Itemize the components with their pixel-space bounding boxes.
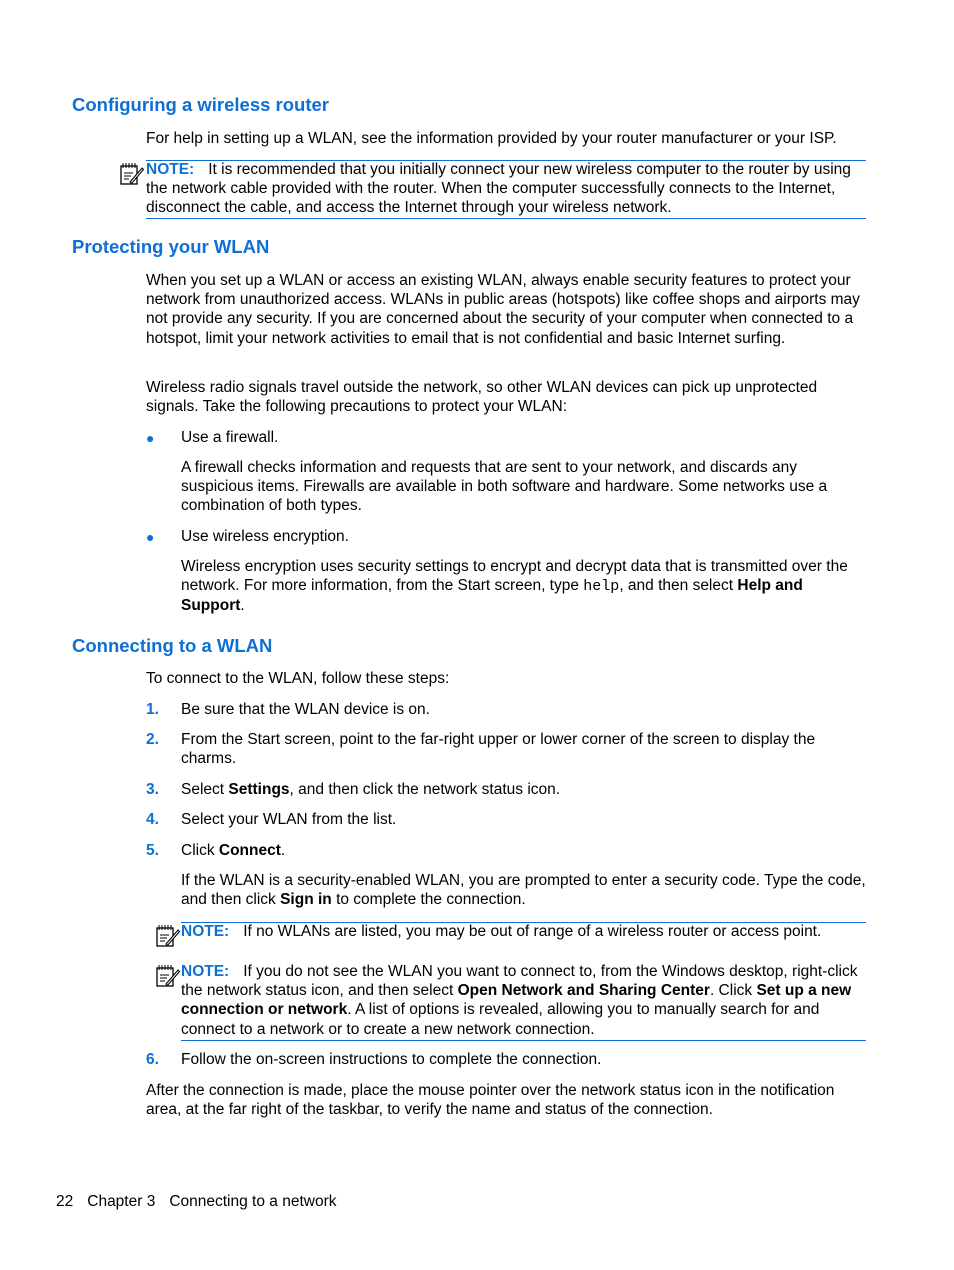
- protect-para-1: When you set up a WLAN or access an existing WLAN, always enable security features to protect your network from unauthorized access. WLANs in public areas (hotspots) like coffee shops and airports may not provide any security. If you are concerned about the security of your computer when connected to a hotspot, limit your network activities to email that is not confidential and basic Internet surfing.: [146, 272, 860, 347]
- page-number: 22: [56, 1193, 74, 1210]
- heading-configuring-router: Configuring a wireless router: [72, 94, 329, 115]
- heading-connecting-wlan: Connecting to a WLAN: [72, 635, 273, 656]
- router-intro: For help in setting up a WLAN, see the information provided by your router manufacturer or your ISP.: [146, 130, 837, 147]
- step-text: , and then click the network status icon.: [289, 781, 561, 798]
- step-4: Select your WLAN from the list.: [181, 811, 397, 828]
- bullet-encryption-detail: [181, 557, 870, 616]
- step-6: Follow the on-screen instructions to complete the connection.: [181, 1051, 602, 1068]
- bullet-firewall-detail: A firewall checks information and requests that are sent to your network, and discards any suspicious items. Firewalls are available in both software and hardware. Some networks use a combination of both types.: [181, 459, 828, 515]
- step-number: 5.: [146, 842, 159, 859]
- note-text-part: . A list of options is revealed, allowing you to manually search for and connect to a network or to create a new network connection.: [181, 1001, 820, 1038]
- bullet-marker: ●: [146, 430, 155, 446]
- detail-text: .: [240, 597, 245, 615]
- step-text: .: [280, 842, 286, 859]
- step-5: [181, 841, 870, 860]
- note-text-part: If you do not see the WLAN you want to connect to, from the Windows desktop, right-click the network status icon, and then select: [181, 963, 858, 1000]
- connect-outro: After the connection is made, place the mouse pointer over the network status icon in the notification area, at the far right of the taskbar, to verify the name and status of the connection.: [146, 1082, 835, 1119]
- set-up-new-connection-term: Set up a new connection or network: [181, 982, 852, 1019]
- note-no-wlans-text: If no WLANs are listed, you may be out of range of a wireless router or access point.: [243, 923, 822, 940]
- note-label: NOTE:: [181, 923, 230, 940]
- note-no-wlans: [181, 922, 866, 941]
- note-router: [146, 160, 866, 218]
- note-label: NOTE:: [181, 963, 230, 980]
- note-pad-icon: [118, 161, 144, 187]
- step-5-detail: [181, 871, 870, 909]
- chapter-title: Connecting to a network: [169, 1193, 337, 1210]
- bullet-firewall: Use a firewall.: [181, 429, 279, 446]
- note-wlan-missing: [181, 962, 866, 1039]
- step-number: 3.: [146, 781, 159, 798]
- note-pad-icon: [154, 963, 180, 989]
- step-number: 1.: [146, 701, 159, 718]
- detail-text: If the WLAN is a security-enabled WLAN, you are prompted to enter a security code. Type the code, and then click: [181, 872, 866, 909]
- step-number: 2.: [146, 731, 159, 748]
- bullet-encryption: Use wireless encryption.: [181, 528, 349, 545]
- step-1: Be sure that the WLAN device is on.: [181, 701, 430, 718]
- open-network-sharing-center-term: Open Network and Sharing Center: [457, 982, 710, 1000]
- protect-para-2: Wireless radio signals travel outside the network, so other WLAN devices can pick up unprotected signals. Take the following precautions to protect your WLAN:: [146, 379, 818, 416]
- heading-protecting-wlan: Protecting your WLAN: [72, 236, 270, 257]
- detail-text: Wireless encryption uses security settings to encrypt and decrypt data that is transmitted over the network. For more information, from the Start screen, type: [181, 558, 848, 595]
- note-router-text: It is recommended that you initially connect your new wireless computer to the router by using the network cable provided with the router. When the computer successfully connects to the Internet, disconnect the cable, and access the Internet through your wireless network.: [146, 161, 851, 217]
- help-and-support-term: Help and Support: [181, 577, 803, 615]
- detail-text: to complete the connection.: [331, 891, 526, 909]
- detail-text: , and then select: [619, 577, 738, 595]
- code-help: help: [583, 578, 620, 596]
- settings-term: Settings: [228, 781, 290, 798]
- bullet-marker: ●: [146, 529, 155, 545]
- connect-intro: To connect to the WLAN, follow these steps:: [146, 670, 450, 687]
- step-2: From the Start screen, point to the far-right upper or lower corner of the screen to display the charms.: [181, 731, 816, 768]
- step-text: Select: [181, 781, 229, 798]
- chapter-label: Chapter 3: [87, 1193, 156, 1210]
- note-label: NOTE:: [146, 161, 195, 178]
- page-footer: [56, 1192, 350, 1211]
- note-text-part: . Click: [709, 982, 757, 1000]
- sign-in-term: Sign in: [280, 891, 332, 909]
- step-text: Click: [181, 842, 219, 859]
- step-3: [181, 780, 870, 799]
- note-box-wlan-missing: [181, 1040, 866, 1041]
- connect-term: Connect: [218, 842, 281, 859]
- step-number: 6.: [146, 1051, 159, 1068]
- note-pad-icon: [154, 923, 180, 949]
- step-number: 4.: [146, 811, 159, 828]
